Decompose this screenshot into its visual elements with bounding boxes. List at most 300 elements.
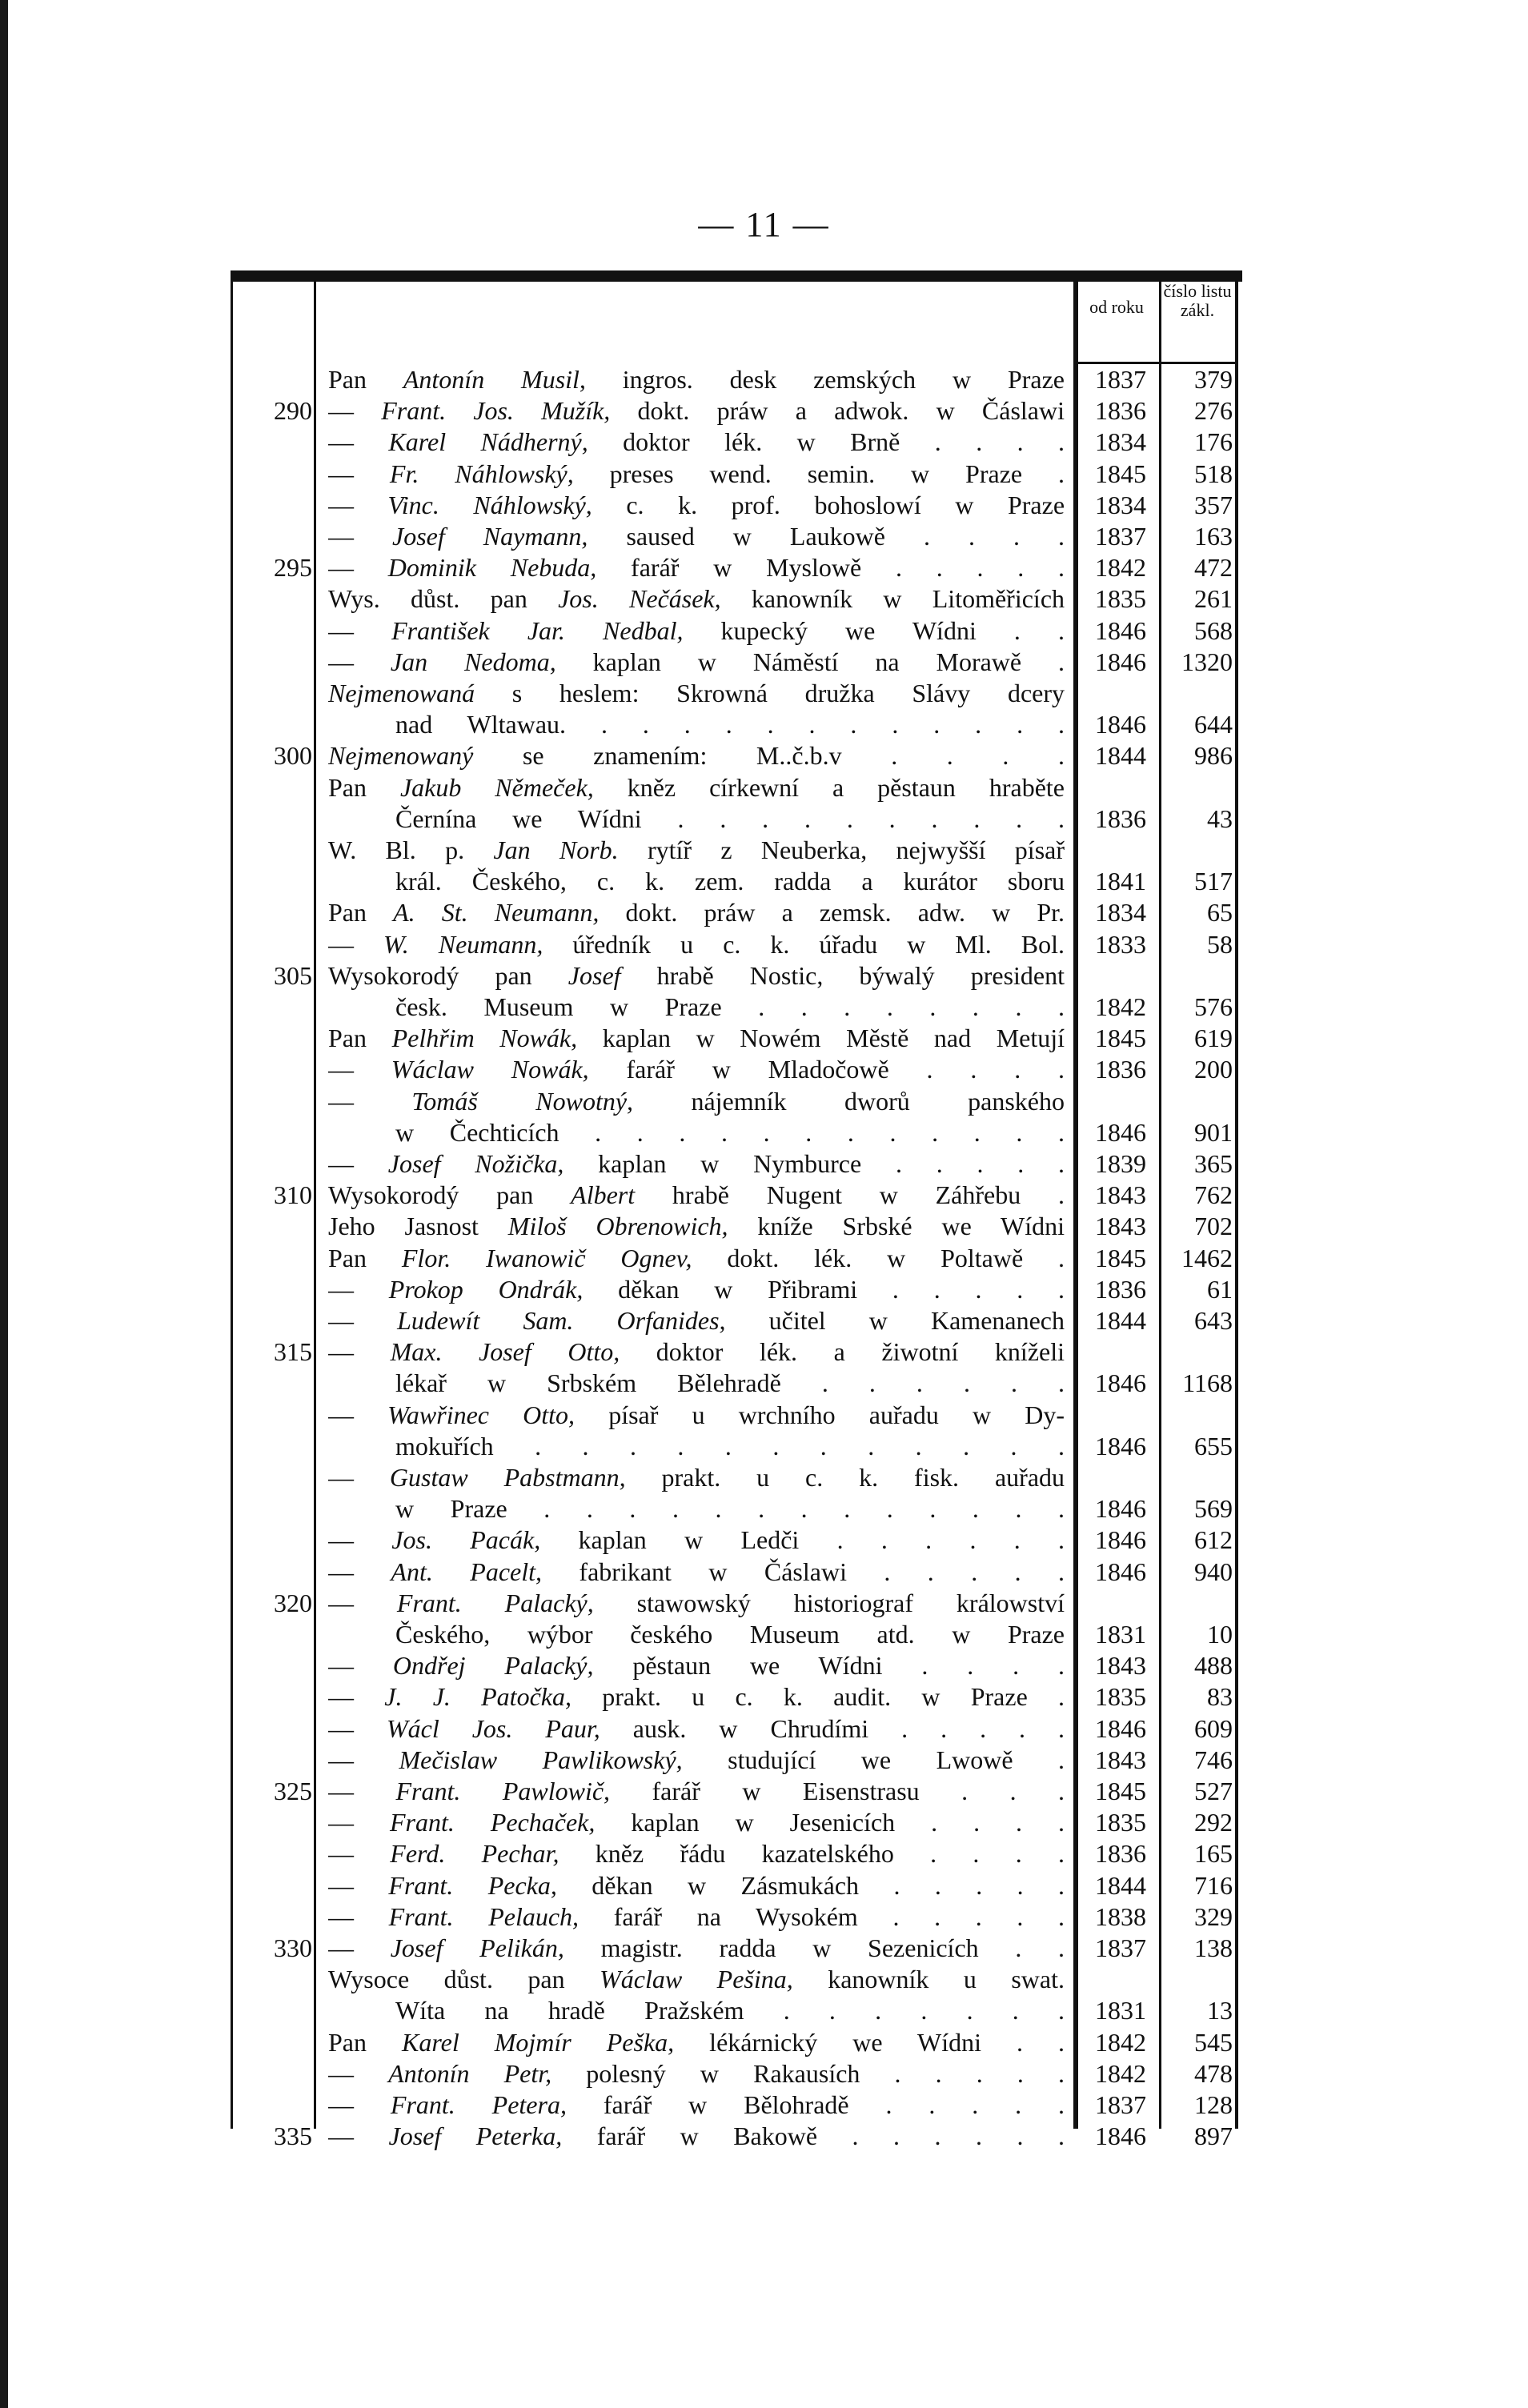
entry-description: [328, 1211, 1065, 1242]
entry-list-number: 478: [1194, 2058, 1233, 2088]
page-number: — 11 —: [698, 205, 830, 244]
table-row: [0, 929, 1528, 960]
entry-description: [328, 1776, 1065, 1807]
entry-detail: mokuřích . . . . . . . . . . . .: [395, 1431, 1065, 1460]
table-row: [0, 1776, 1528, 1807]
entry-year: 1846: [1095, 615, 1146, 645]
entry-year: 1834: [1095, 898, 1146, 928]
entry-description: [328, 929, 1065, 960]
entry-description: [328, 866, 1065, 897]
entry-year: 1833: [1095, 929, 1146, 959]
entry-prefix: —: [328, 1400, 388, 1429]
entry-prefix: —: [328, 1274, 389, 1304]
entry-detail: úředník u c. k. úřadu w Ml. Bol.: [543, 929, 1065, 959]
entry-list-number: 576: [1194, 992, 1233, 1021]
entry-year: 1843: [1095, 1212, 1146, 1241]
entry-list-number: 1168: [1182, 1368, 1233, 1398]
entry-prefix: —: [328, 1682, 385, 1712]
entry-detail: preses wend. semin. w Praze .: [573, 459, 1065, 488]
entry-list-number: 569: [1194, 1494, 1233, 1524]
entry-list-number: 165: [1194, 1839, 1233, 1869]
table-row: [0, 1870, 1528, 1901]
entry-description: [328, 1838, 1065, 1869]
entry-name: Frant. Jos. Mužík,: [381, 396, 611, 426]
entry-prefix: —: [328, 1777, 396, 1805]
entry-detail: magistr. radda w Sezenicích . .: [563, 1933, 1065, 1962]
entry-detail: kupecký we Wídni . .: [683, 615, 1065, 645]
entry-list-number: 200: [1194, 1055, 1233, 1084]
entry-detail: král. Českého, c. k. zem. radda a kurátor sboru: [395, 867, 1065, 896]
entry-description: [328, 1148, 1065, 1180]
entry-name: W. Neumann,: [383, 929, 543, 959]
entry-name: Wawřinec Otto,: [387, 1400, 576, 1429]
entry-year: 1843: [1095, 1745, 1146, 1774]
entry-name: Gustaw Pabstmann,: [389, 1463, 626, 1492]
entry-detail: kanowník u swat.: [792, 1965, 1065, 1994]
entry-detail: hrabě Nostic, býwalý president: [620, 960, 1065, 990]
entry-description: [328, 1054, 1065, 1085]
table-row: [0, 1807, 1528, 1838]
table-row: [0, 2089, 1528, 2121]
entry-description: [328, 427, 1065, 458]
entry-detail: stawowský historiograf králowství: [593, 1588, 1065, 1617]
entry-description: [328, 1117, 1065, 1148]
entry-year: 1843: [1095, 1651, 1146, 1681]
entry-detail: rytíř z Neuberka, nejwyšší písař: [618, 835, 1065, 864]
table-row: [0, 1901, 1528, 1933]
row-number: 315: [274, 1337, 312, 1367]
entry-name: Frant. Pechaček,: [389, 1808, 596, 1837]
entry-name: Frant. Pecka,: [388, 1870, 557, 1900]
entry-name: Ferd. Pechar,: [390, 1839, 559, 1869]
row-number: 290: [274, 396, 312, 426]
entry-detail: studující we Lwowě .: [682, 1745, 1065, 1774]
entry-year: 1839: [1095, 1149, 1146, 1178]
entry-year: 1843: [1095, 1180, 1146, 1210]
entry-description: [328, 1274, 1065, 1305]
entry-prefix: —: [328, 1933, 391, 1962]
entry-list-number: 897: [1194, 2122, 1233, 2151]
entry-description: [328, 1557, 1065, 1588]
table-row: [0, 678, 1528, 709]
entry-list-number: 762: [1194, 1180, 1233, 1210]
entry-detail: lékař w Srbském Bělehradě . . . . . .: [395, 1368, 1065, 1398]
table-row: [0, 1619, 1528, 1650]
entry-year: 1837: [1095, 2090, 1146, 2119]
table-row: [0, 647, 1528, 678]
entry-description: [328, 1368, 1065, 1399]
entry-list-number: 1320: [1181, 647, 1233, 676]
table-row: [0, 1148, 1528, 1180]
entry-name: Jan Norb.: [493, 835, 619, 864]
table-row: [0, 1650, 1528, 1681]
entry-prefix: —: [328, 1557, 391, 1586]
entry-name: Flor. Iwanowič Ognev,: [401, 1243, 692, 1272]
entry-description: [328, 772, 1065, 803]
entry-list-number: 292: [1194, 1808, 1233, 1837]
entry-detail: ingros. desk zemských w Praze: [585, 365, 1065, 394]
entry-prefix: —: [328, 1337, 391, 1367]
entry-list-number: 527: [1194, 1777, 1233, 1805]
entry-prefix: —: [328, 1713, 387, 1743]
entry-name: Karel Mojmír Peška,: [402, 2027, 675, 2057]
list-column-header: číslo listu zákl.: [1163, 281, 1232, 320]
entry-prefix: —: [328, 1588, 397, 1617]
entry-year: 1835: [1095, 584, 1146, 614]
entry-description: [328, 1713, 1065, 1745]
entry-detail: prakt. u c. k. fisk. auřadu: [625, 1463, 1065, 1492]
table-row: [0, 1588, 1528, 1619]
entry-list-number: 1462: [1181, 1243, 1233, 1272]
entry-name: Pelhřim Nowák,: [391, 1024, 578, 1053]
entry-prefix: —: [328, 1901, 389, 1931]
entry-name: Antonín Petr,: [388, 2058, 552, 2088]
table-row: [0, 552, 1528, 583]
entry-prefix: —: [328, 1055, 391, 1084]
entry-detail: kaplan w Nymburce . . . . .: [563, 1149, 1065, 1178]
entry-year: 1834: [1095, 427, 1146, 457]
entry-description: [328, 1933, 1065, 1964]
entry-list-number: 702: [1194, 1212, 1233, 1241]
table-row: [0, 427, 1528, 458]
table-row: [0, 960, 1528, 992]
entry-description: [328, 1180, 1065, 1211]
entry-list-number: 619: [1194, 1024, 1233, 1053]
entry-list-number: 568: [1194, 615, 1233, 645]
entry-prefix: —: [328, 1808, 390, 1837]
table-row: [0, 1305, 1528, 1336]
row-number: 310: [274, 1180, 312, 1210]
entry-year: 1845: [1095, 459, 1146, 488]
table-row: [0, 395, 1528, 427]
table-row: [0, 1995, 1528, 2026]
entry-name: Josef Naymann,: [392, 522, 588, 551]
entry-description: [328, 1964, 1065, 1995]
entry-name: Frant. Pawlowič,: [395, 1777, 611, 1805]
entry-detail: fabrikant w Čáslawi . . . . .: [542, 1557, 1065, 1586]
table-row: [0, 1023, 1528, 1054]
entry-name: Wáclaw Pešina,: [600, 1965, 793, 1994]
entry-name: František Jar. Nedbal,: [391, 615, 684, 645]
entry-list-number: 58: [1207, 929, 1233, 959]
entry-description: [328, 1431, 1065, 1462]
entry-prefix: Pan: [328, 1243, 402, 1272]
table-row: [0, 897, 1528, 928]
year-column-header: od roku: [1089, 297, 1144, 317]
entry-name: Josef Peterka,: [388, 2122, 563, 2151]
table-row: [0, 1462, 1528, 1493]
entry-description: [328, 1870, 1065, 1901]
entry-year: 1845: [1095, 1777, 1146, 1805]
entry-detail: w Praze . . . . . . . . . . . . .: [395, 1494, 1065, 1524]
entry-detail: farář w Eisenstrasu . . .: [610, 1777, 1065, 1805]
entry-description: [328, 803, 1065, 835]
entry-prefix: —: [328, 396, 382, 426]
entry-prefix: —: [328, 2122, 389, 2151]
entry-name: Fr. Náhlowský,: [389, 459, 574, 488]
entry-year: 1835: [1095, 1808, 1146, 1837]
table-row: [0, 1243, 1528, 1274]
entry-year: 1846: [1095, 1368, 1146, 1398]
entry-list-number: 612: [1194, 1525, 1233, 1555]
entry-description: [328, 490, 1065, 521]
entry-list-number: 163: [1194, 522, 1233, 551]
entry-detail: pěstaun we Wídni . . . .: [593, 1651, 1065, 1681]
entry-list-number: 329: [1194, 1901, 1233, 1931]
entry-description: [328, 1745, 1065, 1776]
entry-year: 1846: [1095, 1431, 1146, 1460]
entry-list-number: 609: [1194, 1713, 1233, 1743]
entry-year: 1841: [1095, 867, 1146, 896]
entry-detail: ausk. w Chrudími . . . . .: [600, 1713, 1065, 1743]
entry-name: Nejmenowaná: [328, 679, 475, 707]
table-row: [0, 1557, 1528, 1588]
entry-name: Jos. Nečásek,: [558, 584, 721, 614]
entry-detail: polesný w Rakausích . . . . .: [551, 2058, 1065, 2088]
entry-year: 1846: [1095, 1713, 1146, 1743]
entry-year: 1842: [1095, 2058, 1146, 2088]
entry-list-number: 357: [1194, 490, 1233, 519]
entry-detail: farář w Bělohradě . . . . .: [566, 2090, 1065, 2119]
entry-year: 1837: [1095, 1933, 1146, 1962]
entry-detail: hrabě Nugent w Záhřebu .: [635, 1180, 1065, 1210]
entry-prefix: —: [328, 1839, 391, 1869]
entry-prefix: —: [328, 459, 390, 488]
entry-detail: dokt. práw a adwok. w Čáslawi: [610, 396, 1065, 426]
entry-description: [328, 1305, 1065, 1336]
table-row: [0, 1336, 1528, 1368]
row-number: 325: [274, 1777, 312, 1805]
table-row: [0, 835, 1528, 866]
entry-year: 1836: [1095, 803, 1146, 833]
entry-name: Prokop Ondrák,: [388, 1274, 584, 1304]
entry-name: Josef: [567, 960, 621, 990]
entry-description: [328, 992, 1065, 1023]
entry-name: Jakub Němeček,: [399, 772, 594, 802]
entry-description: [328, 364, 1065, 395]
entry-detail: farář w Mladočowě . . . .: [588, 1055, 1065, 1084]
entry-list-number: 13: [1207, 1996, 1233, 2025]
entry-list-number: 176: [1194, 427, 1233, 457]
entry-detail: kněz církewní a pěstaun hraběte: [593, 772, 1065, 802]
entry-description: [328, 615, 1065, 647]
entry-prefix: —: [328, 2090, 391, 2119]
entry-detail: doktor lék. w Brně . . . .: [588, 427, 1065, 457]
entry-name: Frant. Pelauch,: [388, 1901, 580, 1931]
table-row: [0, 1525, 1528, 1556]
entry-list-number: 545: [1194, 2027, 1233, 2057]
entry-prefix: Pan: [328, 772, 400, 802]
entry-description: [328, 647, 1065, 678]
entry-list-number: 276: [1194, 396, 1233, 426]
table-row: [0, 1368, 1528, 1399]
entry-name: Vinc. Náhlowský,: [387, 490, 592, 519]
entry-detail: dokt. lék. w Poltawě .: [692, 1243, 1065, 1272]
entry-year: 1835: [1095, 1682, 1146, 1712]
entry-description: [328, 1995, 1065, 2026]
entry-name: Wácl Jos. Paur,: [386, 1713, 600, 1743]
entry-name: Jan Nedoma,: [390, 647, 556, 676]
entry-prefix: Jeho Jasnost: [328, 1212, 508, 1241]
entry-name: Frant. Palacký,: [396, 1588, 594, 1617]
entry-detail: kníže Srbské we Wídni: [728, 1212, 1065, 1241]
entry-year: 1837: [1095, 522, 1146, 551]
entry-description: [328, 1023, 1065, 1054]
entry-list-number: 65: [1207, 898, 1233, 928]
entry-prefix: —: [328, 1525, 392, 1555]
entry-description: [328, 1462, 1065, 1493]
entry-detail: kaplan w Nowém Městě nad Metují: [577, 1024, 1065, 1053]
entry-detail: saused w Laukowě . . . .: [588, 522, 1065, 551]
entry-prefix: —: [328, 522, 393, 551]
entry-description: [328, 2121, 1065, 2152]
entry-prefix: —: [328, 1870, 389, 1900]
entry-list-number: 488: [1194, 1651, 1233, 1681]
table-row: [0, 1180, 1528, 1211]
entry-detail: Českého, wýbor českého Museum atd. w Praze: [395, 1620, 1065, 1649]
entry-prefix: —: [328, 615, 392, 645]
entry-list-number: 128: [1194, 2090, 1233, 2119]
table-row: [0, 2058, 1528, 2089]
entry-list-number: 138: [1194, 1933, 1233, 1962]
table-row: [0, 740, 1528, 771]
entry-detail: farář na Wysokém . . . . .: [579, 1901, 1065, 1931]
entry-year: 1836: [1095, 1274, 1146, 1304]
entry-list-number: 643: [1194, 1306, 1233, 1335]
entry-prefix: —: [328, 2058, 389, 2088]
entry-prefix: —: [328, 1651, 393, 1681]
table-row: [0, 866, 1528, 897]
table-row: [0, 992, 1528, 1023]
entry-year: 1846: [1095, 2122, 1146, 2151]
entry-description: [328, 897, 1065, 928]
entry-prefix: —: [328, 427, 389, 457]
entry-year: 1846: [1095, 1557, 1146, 1586]
entry-detail: česk. Museum w Praze . . . . . . . .: [395, 992, 1065, 1021]
entry-detail: prakt. u c. k. audit. w Praze .: [571, 1682, 1065, 1712]
entry-year: 1846: [1095, 1494, 1146, 1524]
entry-prefix: Pan: [328, 365, 403, 394]
entry-description: [328, 1619, 1065, 1650]
entry-list-number: 472: [1194, 553, 1233, 583]
entry-detail: nad Wltawau. . . . . . . . . . . . .: [395, 710, 1065, 739]
entry-description: [328, 2027, 1065, 2058]
table-row: [0, 1745, 1528, 1776]
entry-detail: s heslem: Skrowná družka Slávy dcery: [475, 679, 1065, 707]
table-row: [0, 2027, 1528, 2058]
entry-description: [328, 709, 1065, 740]
table-row: [0, 490, 1528, 521]
entry-list-number: 986: [1194, 741, 1233, 771]
table-row: [0, 1400, 1528, 1431]
entry-list-number: 261: [1194, 584, 1233, 614]
row-number: 320: [274, 1588, 312, 1617]
entry-year: 1846: [1095, 1117, 1146, 1147]
entry-year: 1842: [1095, 553, 1146, 583]
entry-prefix: —: [328, 1745, 399, 1774]
entry-detail: písař u wrchního auřadu w Dy-: [575, 1400, 1065, 1429]
table-top-rule: [231, 270, 1242, 282]
row-number: 300: [274, 741, 312, 771]
entry-year: 1845: [1095, 1243, 1146, 1272]
table-row: [0, 1933, 1528, 1964]
entry-name: Ludewít Sam. Orfanides,: [397, 1306, 726, 1335]
table-row: [0, 772, 1528, 803]
table-row: [0, 1211, 1528, 1242]
entry-year: 1836: [1095, 396, 1146, 426]
row-number: 305: [274, 960, 312, 990]
entry-description: [328, 1525, 1065, 1556]
row-number: 335: [274, 2122, 312, 2151]
entry-list-number: 901: [1194, 1117, 1233, 1147]
table-row: [0, 2121, 1528, 2152]
table-row: [0, 1431, 1528, 1462]
table-row: [0, 615, 1528, 647]
entry-name: Dominik Nebuda,: [387, 553, 597, 583]
entry-list-number: 655: [1194, 1431, 1233, 1460]
entry-description: [328, 1493, 1065, 1525]
entry-detail: c. k. prof. bohoslowí w Praze: [592, 490, 1065, 519]
entry-detail: Černína we Wídni . . . . . . . . . .: [395, 803, 1065, 833]
entry-description: [328, 740, 1065, 771]
entry-description: [328, 1243, 1065, 1274]
entry-description: [328, 1086, 1065, 1117]
entry-name: Wáclaw Nowák,: [391, 1055, 589, 1084]
entry-description: [328, 2089, 1065, 2121]
entry-list-number: 83: [1207, 1682, 1233, 1712]
entry-year: 1837: [1095, 365, 1146, 394]
table-row: [0, 803, 1528, 835]
entry-year: 1836: [1095, 1839, 1146, 1869]
row-number: 330: [274, 1933, 312, 1962]
entry-detail: děkan w Přibrami . . . . .: [583, 1274, 1065, 1304]
entry-year: 1846: [1095, 647, 1146, 676]
entry-list-number: 43: [1207, 803, 1233, 833]
entry-detail: kněz řádu kazatelského . . . .: [559, 1839, 1065, 1869]
entry-name: Jos. Pacák,: [391, 1525, 541, 1555]
entry-year: 1831: [1095, 1996, 1146, 2025]
entry-description: [328, 1400, 1065, 1431]
entry-prefix: Wys. důst. pan: [328, 584, 559, 614]
entry-description: [328, 395, 1065, 427]
entry-prefix: Pan: [328, 898, 394, 928]
entry-list-number: 940: [1194, 1557, 1233, 1586]
entry-name: Karel Nádherný,: [388, 427, 588, 457]
entry-name: Miloš Obrenowich,: [507, 1212, 728, 1241]
entry-list-number: 746: [1194, 1745, 1233, 1774]
entry-prefix: —: [328, 929, 384, 959]
entry-detail: Wíta na hradě Pražském . . . . . . .: [395, 1996, 1065, 2025]
table-row: [0, 1117, 1528, 1148]
entry-year: 1844: [1095, 741, 1146, 771]
entry-prefix: —: [328, 553, 388, 583]
entry-description: [328, 960, 1065, 992]
row-number: 295: [274, 553, 312, 583]
entry-year: 1846: [1095, 1525, 1146, 1555]
entry-description: [328, 583, 1065, 615]
entry-prefix: —: [328, 490, 388, 519]
entry-description: [328, 1901, 1065, 1933]
table-row: [0, 521, 1528, 552]
table-row: [0, 583, 1528, 615]
entry-detail: kaplan w Ledči . . . . . .: [540, 1525, 1065, 1555]
entry-detail: kaplan w Jesenicích . . . .: [595, 1808, 1065, 1837]
entry-year: 1846: [1095, 710, 1146, 739]
entry-prefix: —: [328, 1086, 412, 1116]
table-row: [0, 1713, 1528, 1745]
table-row: [0, 364, 1528, 395]
entry-name: Tomáš Nowotný,: [411, 1086, 634, 1116]
